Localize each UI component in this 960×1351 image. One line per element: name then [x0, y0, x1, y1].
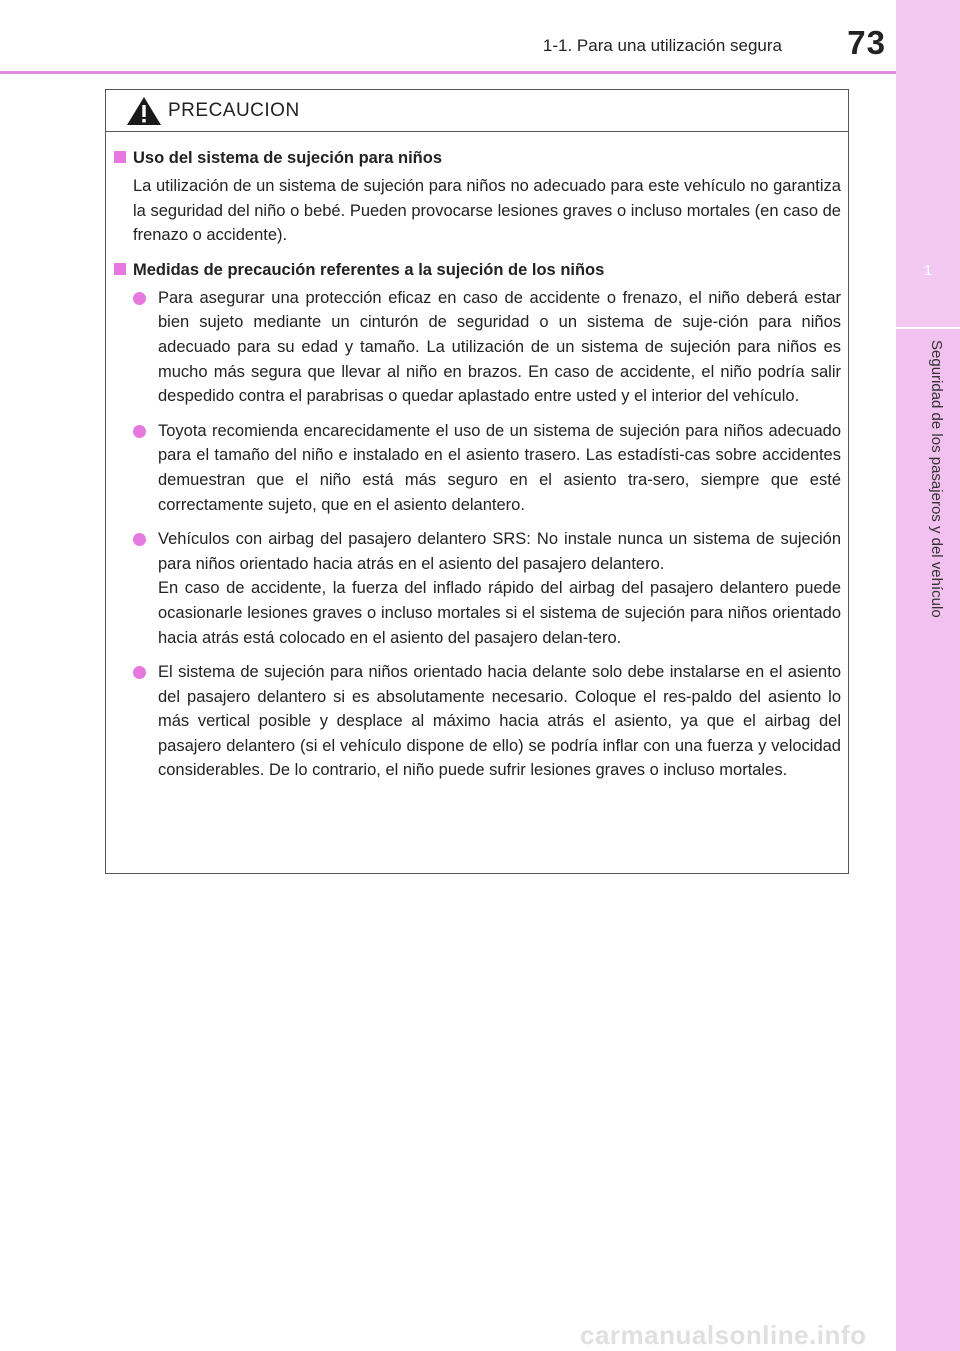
caution-body	[114, 146, 841, 793]
warning-triangle-icon	[126, 96, 162, 126]
list-item-text: El sistema de sujeción para niños orientado hacia delante solo debe instalarse en el asiento del pasajero delantero si es absolutamente necesario. Coloque el res-paldo del asiento lo más vertical posible y desplace al máximo hacia atrás el asiento, ya que el airbag del pasajero delantero (si el vehículo dispone de ello) se podría inflar con una fuerza y velocidad considerables. De lo contrario, el niño puede sufrir lesiones graves o incluso mortales.	[158, 663, 841, 780]
list-item-text: Para asegurar una protección eficaz en caso de accidente o frenazo, el niño deberá estar bien sujeto mediante un cinturón de seguridad o un sistema de suje-ción para niños adecuado para su edad y tamaño. La utilización de un sistema de sujeción para niños es mucho más segura que llevar al niño en brazos. En caso de accidente, el niño podría salir despedido contra el parabrisas o quedar aplastado entre usted y el interior del vehículo.	[158, 288, 841, 406]
round-bullet-icon	[133, 292, 146, 305]
list-item-continuation: En caso de accidente, la fuerza del inflado rápido del airbag del pasajero delantero puede ocasionarle lesiones graves o incluso mortales si el sistema de sujeción para niños orientado hacia atrás está colocado en el asiento del pasajero delan-tero.	[158, 579, 841, 647]
square-bullet-icon	[114, 263, 126, 275]
list-item	[114, 419, 841, 517]
caution-title: PRECAUCION	[168, 100, 300, 121]
chapter-side-tab	[896, 0, 960, 1351]
header-divider	[0, 71, 896, 74]
watermark: carmanualsonline.info	[580, 1320, 867, 1350]
list-item-text: Toyota recomienda encarecidamente el uso de un sistema de sujeción para niños adecuado para el tamaño del niño e instalado en el asiento trasero. Las estadísti-cas sobre accidentes demuestran que el niño está más seguro en el asiento tra-sero, siempre que esté correctamente sujeto, que en el asiento delantero.	[158, 421, 841, 514]
section-title: 1-1. Para una utilización segura	[542, 36, 782, 55]
round-bullet-icon	[133, 533, 146, 546]
section-heading-text: Uso del sistema de sujeción para niños	[133, 149, 443, 167]
section-heading	[114, 258, 841, 282]
chapter-number-box	[896, 0, 960, 329]
round-bullet-icon	[133, 425, 146, 438]
list-item	[114, 527, 841, 650]
list-item	[114, 286, 841, 409]
round-bullet-icon	[133, 666, 146, 679]
section-heading	[114, 146, 841, 170]
list-item	[114, 660, 841, 783]
section-heading-text: Medidas de precaución referentes a la sujeción de los niños	[133, 260, 605, 279]
caution-box	[105, 89, 849, 874]
chapter-title: Seguridad de los pasajeros y del vehículo	[928, 340, 945, 618]
section-paragraph: La utilización de un sistema de sujeción para niños no adecuado para este vehículo no garantiza la seguridad del niño o bebé. Pueden provocarse lesiones graves o incluso mortales (en caso de frenazo o accidente).	[133, 177, 841, 245]
chapter-number: 1	[923, 262, 933, 279]
page-number: 73	[847, 24, 886, 61]
square-bullet-icon	[114, 151, 126, 163]
caution-header	[106, 90, 848, 132]
list-item-text: Vehículos con airbag del pasajero delantero SRS: No instale nunca un sistema de sujeción para niños orientado hacia atrás en el asiento del pasajero delantero.	[158, 530, 841, 573]
